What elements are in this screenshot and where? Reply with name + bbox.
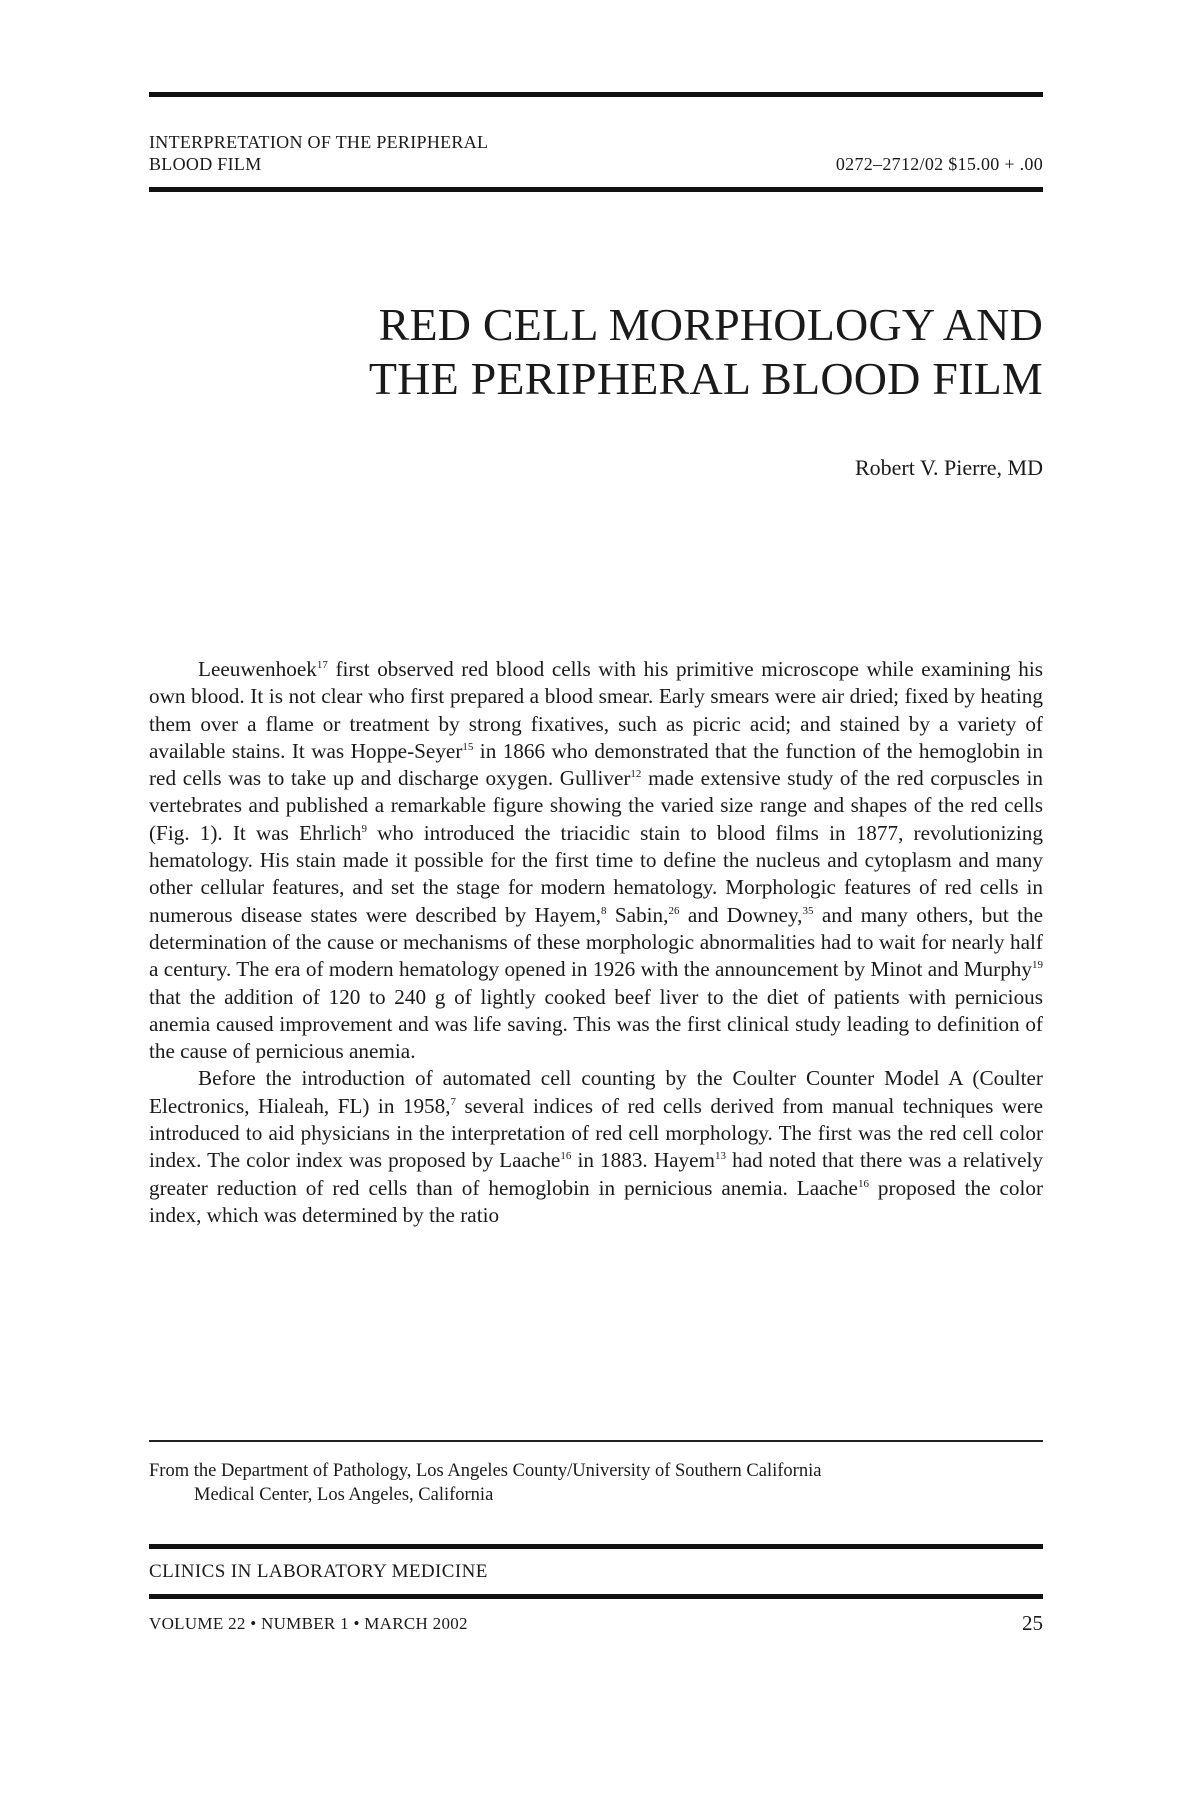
citation-superscript: 17 [316,658,328,671]
body-text-run: and Downey, [679,902,803,927]
citation-superscript: 7 [450,1095,457,1108]
citation-superscript: 35 [802,904,814,917]
citation-superscript: 16 [857,1177,869,1190]
page-number: 25 [1022,1611,1043,1635]
article-title [283,298,1043,406]
footer-middle-rule [149,1594,1043,1599]
body-text-run: who introduced the triacidic stain to blood films in 1877, revolutionizing hematology. His stain made it possible for the first time to define the nucleus and cytoplasm and many other cellular features, and set the stage for modern hematology. Morphologic features of red cells in numerous disease states were described by Hayem, [149,820,1043,927]
body-text-run: in 1866 who demonstrated that the function of the hemoglobin in red cells was to take up and discharge oxygen. Gulliver [149,738,1044,791]
running-head [149,131,1043,177]
citation-superscript: 12 [630,768,642,781]
header-top-rule [149,92,1043,97]
running-head-title-line2: BLOOD FILM [149,154,262,174]
journal-page [149,0,1043,1800]
body-paragraph [149,656,1043,1065]
body-text-run: Leeuwenhoek [198,657,317,681]
body-text-run: and many others, but the determination of the cause or mechanisms of these morphologic abnormalities had to wait for nearly half a century. The era of modern hematology opened in 1926 with the announcement by Minot and Murphy [149,902,1044,982]
issue-info: VOLUME 22 • NUMBER 1 • MARCH 2002 [149,1614,468,1633]
body-text-run: first observed red blood cells with his primitive microscope while examining his own blood. It is not clear who first prepared a blood smear. Early smears were air dried; fixed by heating them over a flame or treatment by strong fixatives, such as picric acid; and stained by a variety of available stains. It was Hoppe-Seyer [149,657,1043,763]
article-author: Robert V. Pierre, MD [854,455,1043,480]
citation-superscript: 9 [361,822,367,835]
body-paragraph [149,1065,1043,1229]
header-bottom-rule [149,187,1043,192]
affiliation-line2: Medical Center, Los Angeles, California [194,1485,494,1505]
article-title-line1: RED CELL MORPHOLOGY AND [378,299,1043,350]
citation-superscript: 26 [668,904,680,917]
body-text [149,656,1043,1229]
body-text-run: Sabin, [606,902,669,927]
body-text-run: that the addition of 120 to 240 g of lightly cooked beef liver to the diet of patients with pernicious anemia caused improvement and was life saving. This was the first clinical study leading to definition of the cause of pernicious anemia. [149,984,1043,1064]
body-text-run: Before the introduction of automated cell counting by the Coulter Counter Model A (Coulter Electronics, Hialeah, FL) in 1958, [149,1066,1043,1118]
body-text-run: in 1883. Hayem [571,1148,716,1173]
body-text-run: several indices of red cells derived from manual techniques were introduced to aid physicians in the interpretation of red cell morphology. The first was the red cell color index. The color index was proposed by Laache [149,1093,1043,1173]
article-price-code: 0272–2712/02 $15.00 + .00 [835,154,1043,174]
body-text-run: made extensive study of the red corpuscles in vertebrates and published a remarkable figure showing the varied size range and shapes of the red cells (Fig. 1). It was Ehrlich [149,766,1043,845]
body-text-run: had noted that there was a relatively greater reduction of red cells than of hemoglobin in pernicious anemia. Laache [149,1148,1043,1200]
running-head-title-line1: INTERPRETATION OF THE PERIPHERAL [149,132,489,152]
body-text-run: proposed the color index, which was determined by the ratio [149,1175,1043,1227]
citation-superscript: 16 [560,1150,572,1163]
journal-name: CLINICS IN LABORATORY MEDICINE [149,1561,488,1582]
footer-top-rule [149,1544,1043,1549]
citation-superscript: 8 [601,904,607,917]
citation-superscript: 19 [1032,959,1043,972]
affiliation-line1: From the Department of Pathology, Los Angeles County/University of Southern California [149,1461,822,1481]
article-title-line2: THE PERIPHERAL BLOOD FILM [368,353,1043,404]
citation-superscript: 13 [715,1150,727,1163]
citation-superscript: 15 [462,740,474,753]
affiliation-footnote [149,1459,1043,1507]
running-head-title [149,131,488,175]
footnote-rule [149,1440,1043,1442]
